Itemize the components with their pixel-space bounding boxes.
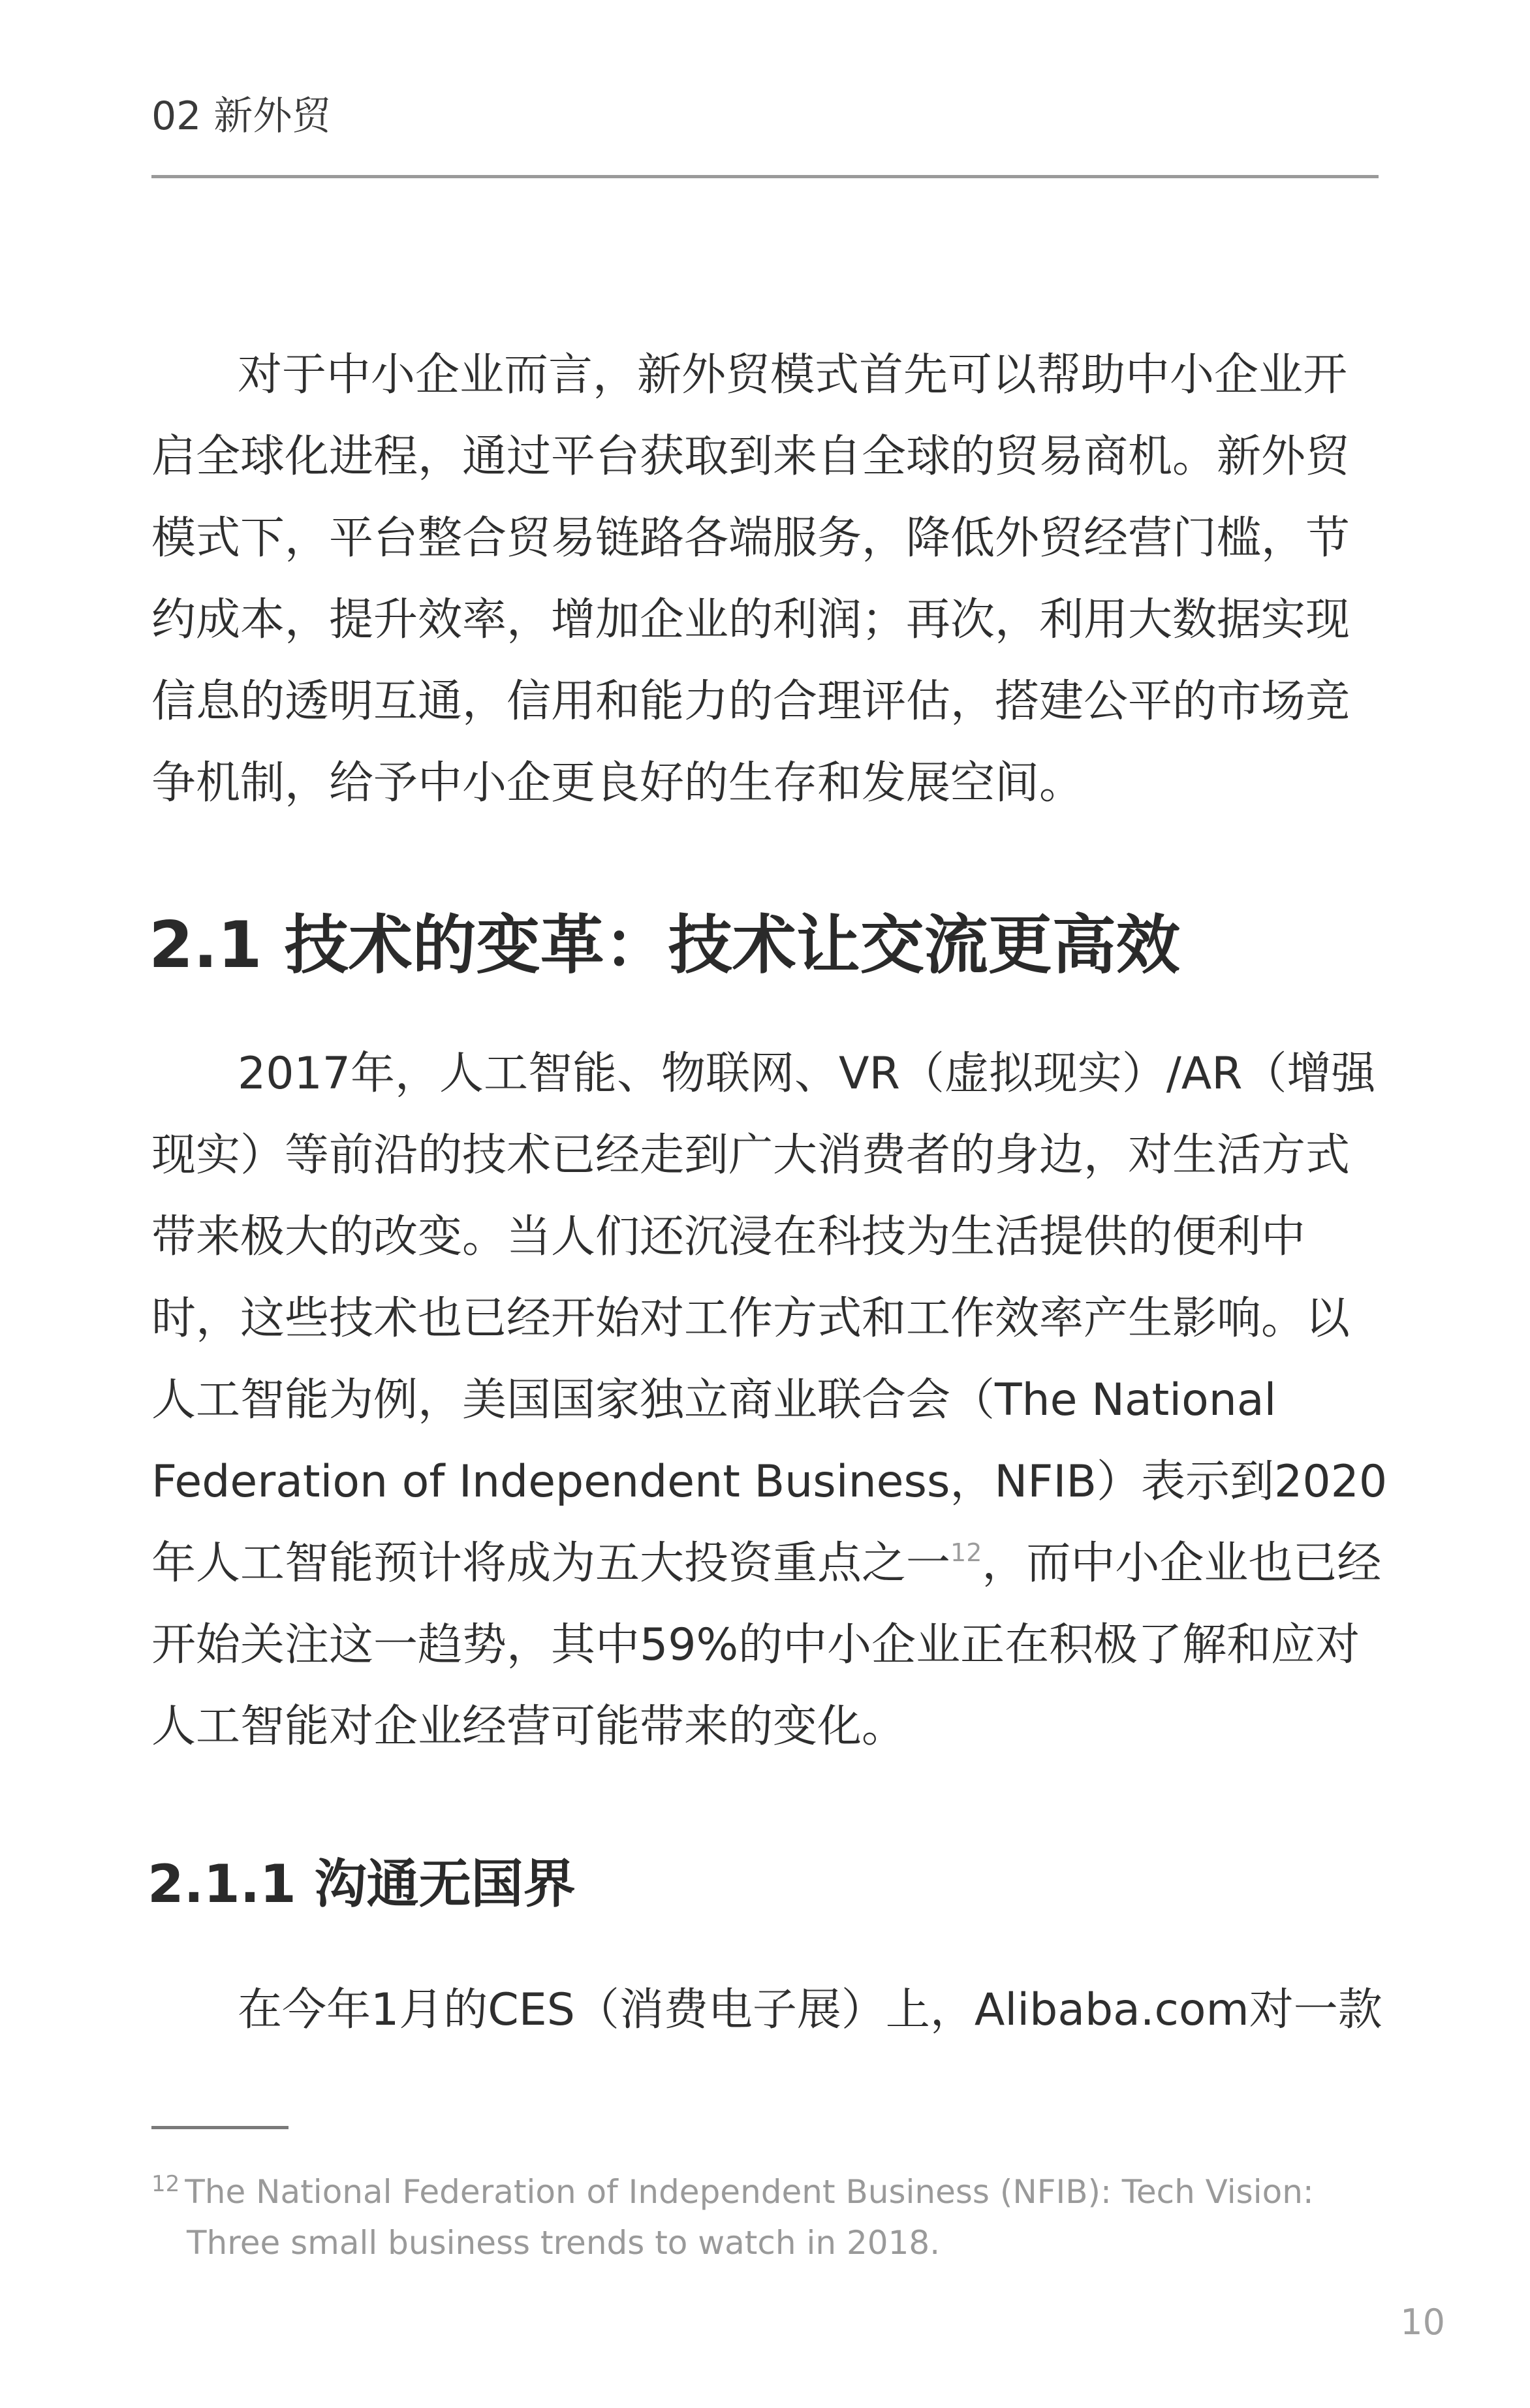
header-divider: [151, 175, 1379, 178]
paragraph-line: 时，这些技术也已经开始对工作方式和工作效率产生影响。以: [151, 1293, 1350, 1344]
paragraph-line-text: ，而中小企业也已经: [982, 1538, 1382, 1589]
paragraph-ces: [151, 1969, 1392, 2051]
paragraph-line: 约成本，提升效率，增加企业的利润；再次，利用大数据实现: [151, 594, 1350, 646]
paragraph-line: 在今年1月的CES（消费电子展）上，Alibaba.com对一款: [238, 1984, 1382, 2036]
paragraph-line: 启全球化进程，通过平台获取到来自全球的贸易商机。新外贸: [151, 431, 1350, 483]
running-header: 02 新外贸: [151, 93, 332, 139]
footnote-reference[interactable]: 12: [950, 1538, 982, 1567]
paragraph-line: 模式下，平台整合贸易链路各端服务，降低外贸经营门槛，节: [151, 513, 1350, 564]
footnote-line: Three small business trends to watch in 2018.: [187, 2224, 941, 2262]
paragraph-line: 2017年，人工智能、物联网、VR（虚拟现实）/AR（增强: [238, 1048, 1376, 1100]
paragraph-line: 对于中小企业而言，新外贸模式首先可以帮助中小企业开: [238, 349, 1348, 401]
paragraph-line: 开始关注这一趋势，其中59%的中小企业正在积极了解和应对: [151, 1619, 1360, 1671]
paragraph-line-text: 年人工智能预计将成为五大投资重点之一: [151, 1538, 951, 1589]
paragraph-line: Federation of Independent Business，NFIB）表示到2020: [151, 1456, 1388, 1508]
paragraph-line: 人工智能对企业经营可能带来的变化。: [151, 1701, 907, 1752]
subsection-heading: 2.1.1 沟通无国界: [148, 1854, 576, 1914]
paragraph-line: 信息的透明互通，信用和能力的合理评估，搭建公平的市场竞: [151, 676, 1350, 727]
paragraph-line: 现实）等前沿的技术已经走到广大消费者的身边，对生活方式: [151, 1130, 1350, 1181]
paragraph-line: 带来极大的改变。当人们还沉浸在科技为生活提供的便利中: [151, 1211, 1306, 1263]
paragraph-intro: [151, 334, 1392, 824]
paragraph-line: 争机制，给予中小企更良好的生存和发展空间。: [151, 757, 1084, 809]
footnote: [151, 2166, 1379, 2268]
paragraph-technology: [151, 1033, 1392, 1767]
footnote-line: [151, 2166, 1379, 2217]
footnote-divider: [151, 2126, 289, 2129]
footnote-number: 12: [151, 2171, 180, 2197]
footnote-text: The National Federation of Independent Business (NFIB): Tech Vision:: [185, 2173, 1314, 2211]
paragraph-line: 人工智能为例，美国国家独立商业联合会（The National: [151, 1374, 1277, 1426]
paragraph-line-with-footnote: [151, 1523, 1392, 1604]
page-number: 10: [1400, 2302, 1445, 2343]
section-heading: 2.1 技术的变革：技术让交流更高效: [149, 908, 1180, 983]
